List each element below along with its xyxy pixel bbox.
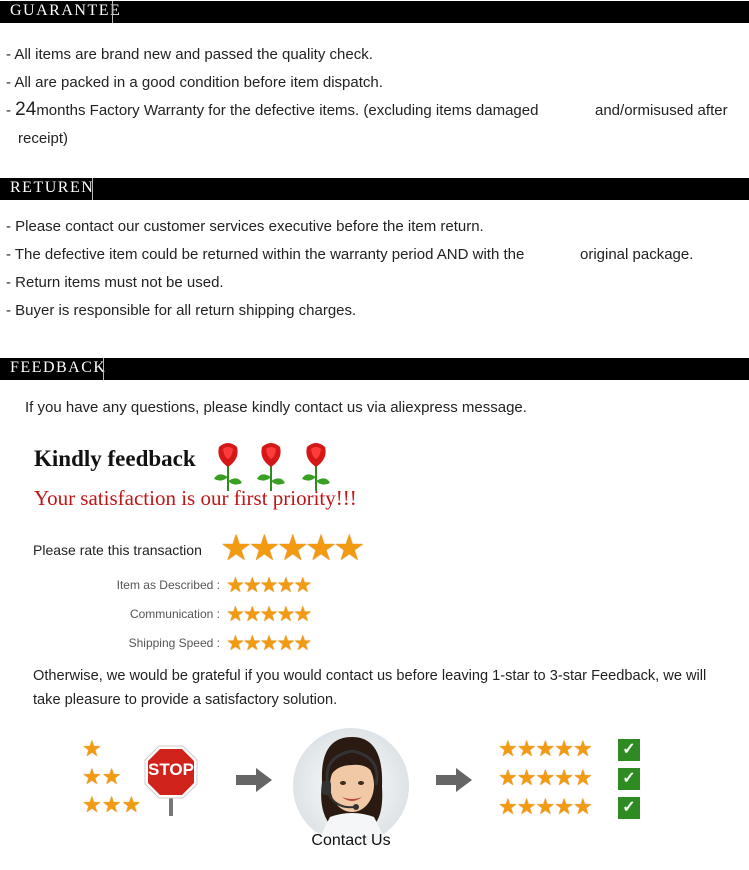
star-icon: ★	[498, 765, 517, 790]
guarantee-line-3	[6, 99, 538, 121]
rose-icon	[298, 441, 334, 491]
low-rating-stars	[82, 766, 121, 788]
feedback-header	[0, 358, 749, 380]
criteria-label: Communication :	[129, 607, 220, 621]
star-icon: ★	[101, 764, 122, 789]
star-icon: ★	[293, 632, 311, 655]
high-rating-stars	[498, 796, 592, 818]
checkmark-icon: ✓	[618, 768, 640, 790]
star-icon: ★	[82, 792, 102, 817]
header-divider	[92, 178, 93, 200]
star-icon: ★	[276, 574, 294, 597]
guarantee-title: GUARANTEE	[10, 2, 122, 19]
warranty-prefix: -	[6, 102, 16, 119]
returen-line-4: - Buyer is responsible for all return shipping charges.	[6, 302, 357, 319]
star-icon: ★	[498, 736, 517, 761]
star-icon: ★	[242, 574, 260, 597]
checkmark-icon: ✓	[618, 739, 640, 761]
returen-line-2-tail: original package.	[580, 246, 694, 263]
star-icon: ★	[242, 632, 260, 655]
guarantee-header	[0, 1, 749, 23]
criteria-stars[interactable]	[226, 604, 310, 625]
returen-header	[0, 178, 749, 200]
star-icon: ★	[226, 574, 243, 597]
feedback-intro: If you have any questions, please kindly contact us via aliexpress message.	[25, 399, 527, 416]
criteria-label: Shipping Speed :	[128, 636, 220, 650]
warranty-continued: receipt)	[18, 130, 69, 147]
star-icon: ★	[121, 792, 142, 817]
star-icon: ★	[572, 765, 592, 790]
guarantee-line-2: - All are packed in a good condition before item dispatch.	[6, 74, 383, 91]
otherwise-line-2: take pleasure to provide a satisfactory solution.	[33, 692, 338, 708]
star-icon: ★	[82, 736, 102, 761]
star-icon: ★	[293, 603, 311, 626]
returen-line-3: - Return items must not be used.	[6, 274, 224, 291]
star-icon: ★	[101, 792, 122, 817]
low-rating-stars	[82, 794, 141, 816]
star-icon: ★	[82, 764, 102, 789]
otherwise-line-1: Otherwise, we would be grateful if you would contact us before leaving 1-star to 3-star Feedback, we will	[33, 668, 707, 684]
star-icon: ★	[535, 794, 555, 819]
arrow-right-icon	[436, 768, 472, 792]
star-icon: ★	[259, 574, 277, 597]
star-icon: ★	[516, 765, 536, 790]
contact-us-label[interactable]: Contact Us	[311, 832, 391, 849]
star-icon: ★	[220, 527, 249, 568]
warranty-text: months Factory Warranty for the defective items. (excluding items damaged	[36, 102, 539, 119]
star-icon: ★	[242, 603, 260, 626]
stop-sign-label: STOP	[148, 760, 194, 779]
warranty-tail: and/ormisused after	[595, 102, 728, 119]
support-agent-avatar	[292, 727, 410, 845]
star-icon: ★	[276, 527, 305, 568]
guarantee-line-1: - All items are brand new and passed the quality check.	[6, 46, 373, 63]
star-icon: ★	[535, 736, 555, 761]
star-icon: ★	[554, 794, 573, 819]
kindly-feedback: Kindly feedback	[34, 446, 196, 471]
star-icon: ★	[259, 603, 277, 626]
star-icon: ★	[572, 736, 592, 761]
satisfaction-slogan: Your satisfaction is our first priority!!!	[34, 486, 357, 510]
high-rating-stars	[498, 767, 592, 789]
arrow-right-icon	[236, 768, 272, 792]
warranty-months: 24	[15, 99, 37, 120]
low-rating-stars	[82, 738, 102, 760]
criteria-stars[interactable]	[226, 575, 310, 596]
criteria-stars[interactable]	[226, 633, 310, 654]
star-icon: ★	[516, 794, 536, 819]
returen-line-2: - The defective item could be returned within the warranty period AND with the	[6, 246, 525, 263]
rate-prompt: Please rate this transaction	[33, 542, 202, 558]
star-icon: ★	[554, 736, 573, 761]
header-divider	[103, 358, 104, 380]
criteria-label: Item as Described :	[116, 578, 220, 592]
header-divider	[112, 1, 113, 23]
returen-line-1: - Please contact our customer services executive before the item return.	[6, 218, 484, 235]
star-icon: ★	[226, 632, 243, 655]
rose-icon	[210, 441, 246, 491]
star-icon: ★	[498, 794, 517, 819]
returen-title: RETUREN	[10, 179, 95, 196]
star-icon: ★	[304, 527, 334, 568]
star-icon: ★	[226, 603, 243, 626]
star-icon: ★	[516, 736, 536, 761]
high-rating-stars	[498, 738, 592, 760]
star-icon: ★	[276, 632, 294, 655]
stop-sign-icon	[143, 744, 199, 816]
star-icon: ★	[293, 574, 311, 597]
star-icon: ★	[572, 794, 592, 819]
star-icon: ★	[248, 527, 277, 568]
star-icon: ★	[276, 603, 294, 626]
star-icon: ★	[535, 765, 555, 790]
star-icon: ★	[333, 527, 362, 568]
rose-icon	[253, 441, 289, 491]
rate-stars[interactable]	[220, 527, 362, 568]
feedback-title: FEEDBACK	[10, 359, 107, 376]
star-icon: ★	[259, 632, 277, 655]
checkmark-icon: ✓	[618, 797, 640, 819]
star-icon: ★	[554, 765, 573, 790]
